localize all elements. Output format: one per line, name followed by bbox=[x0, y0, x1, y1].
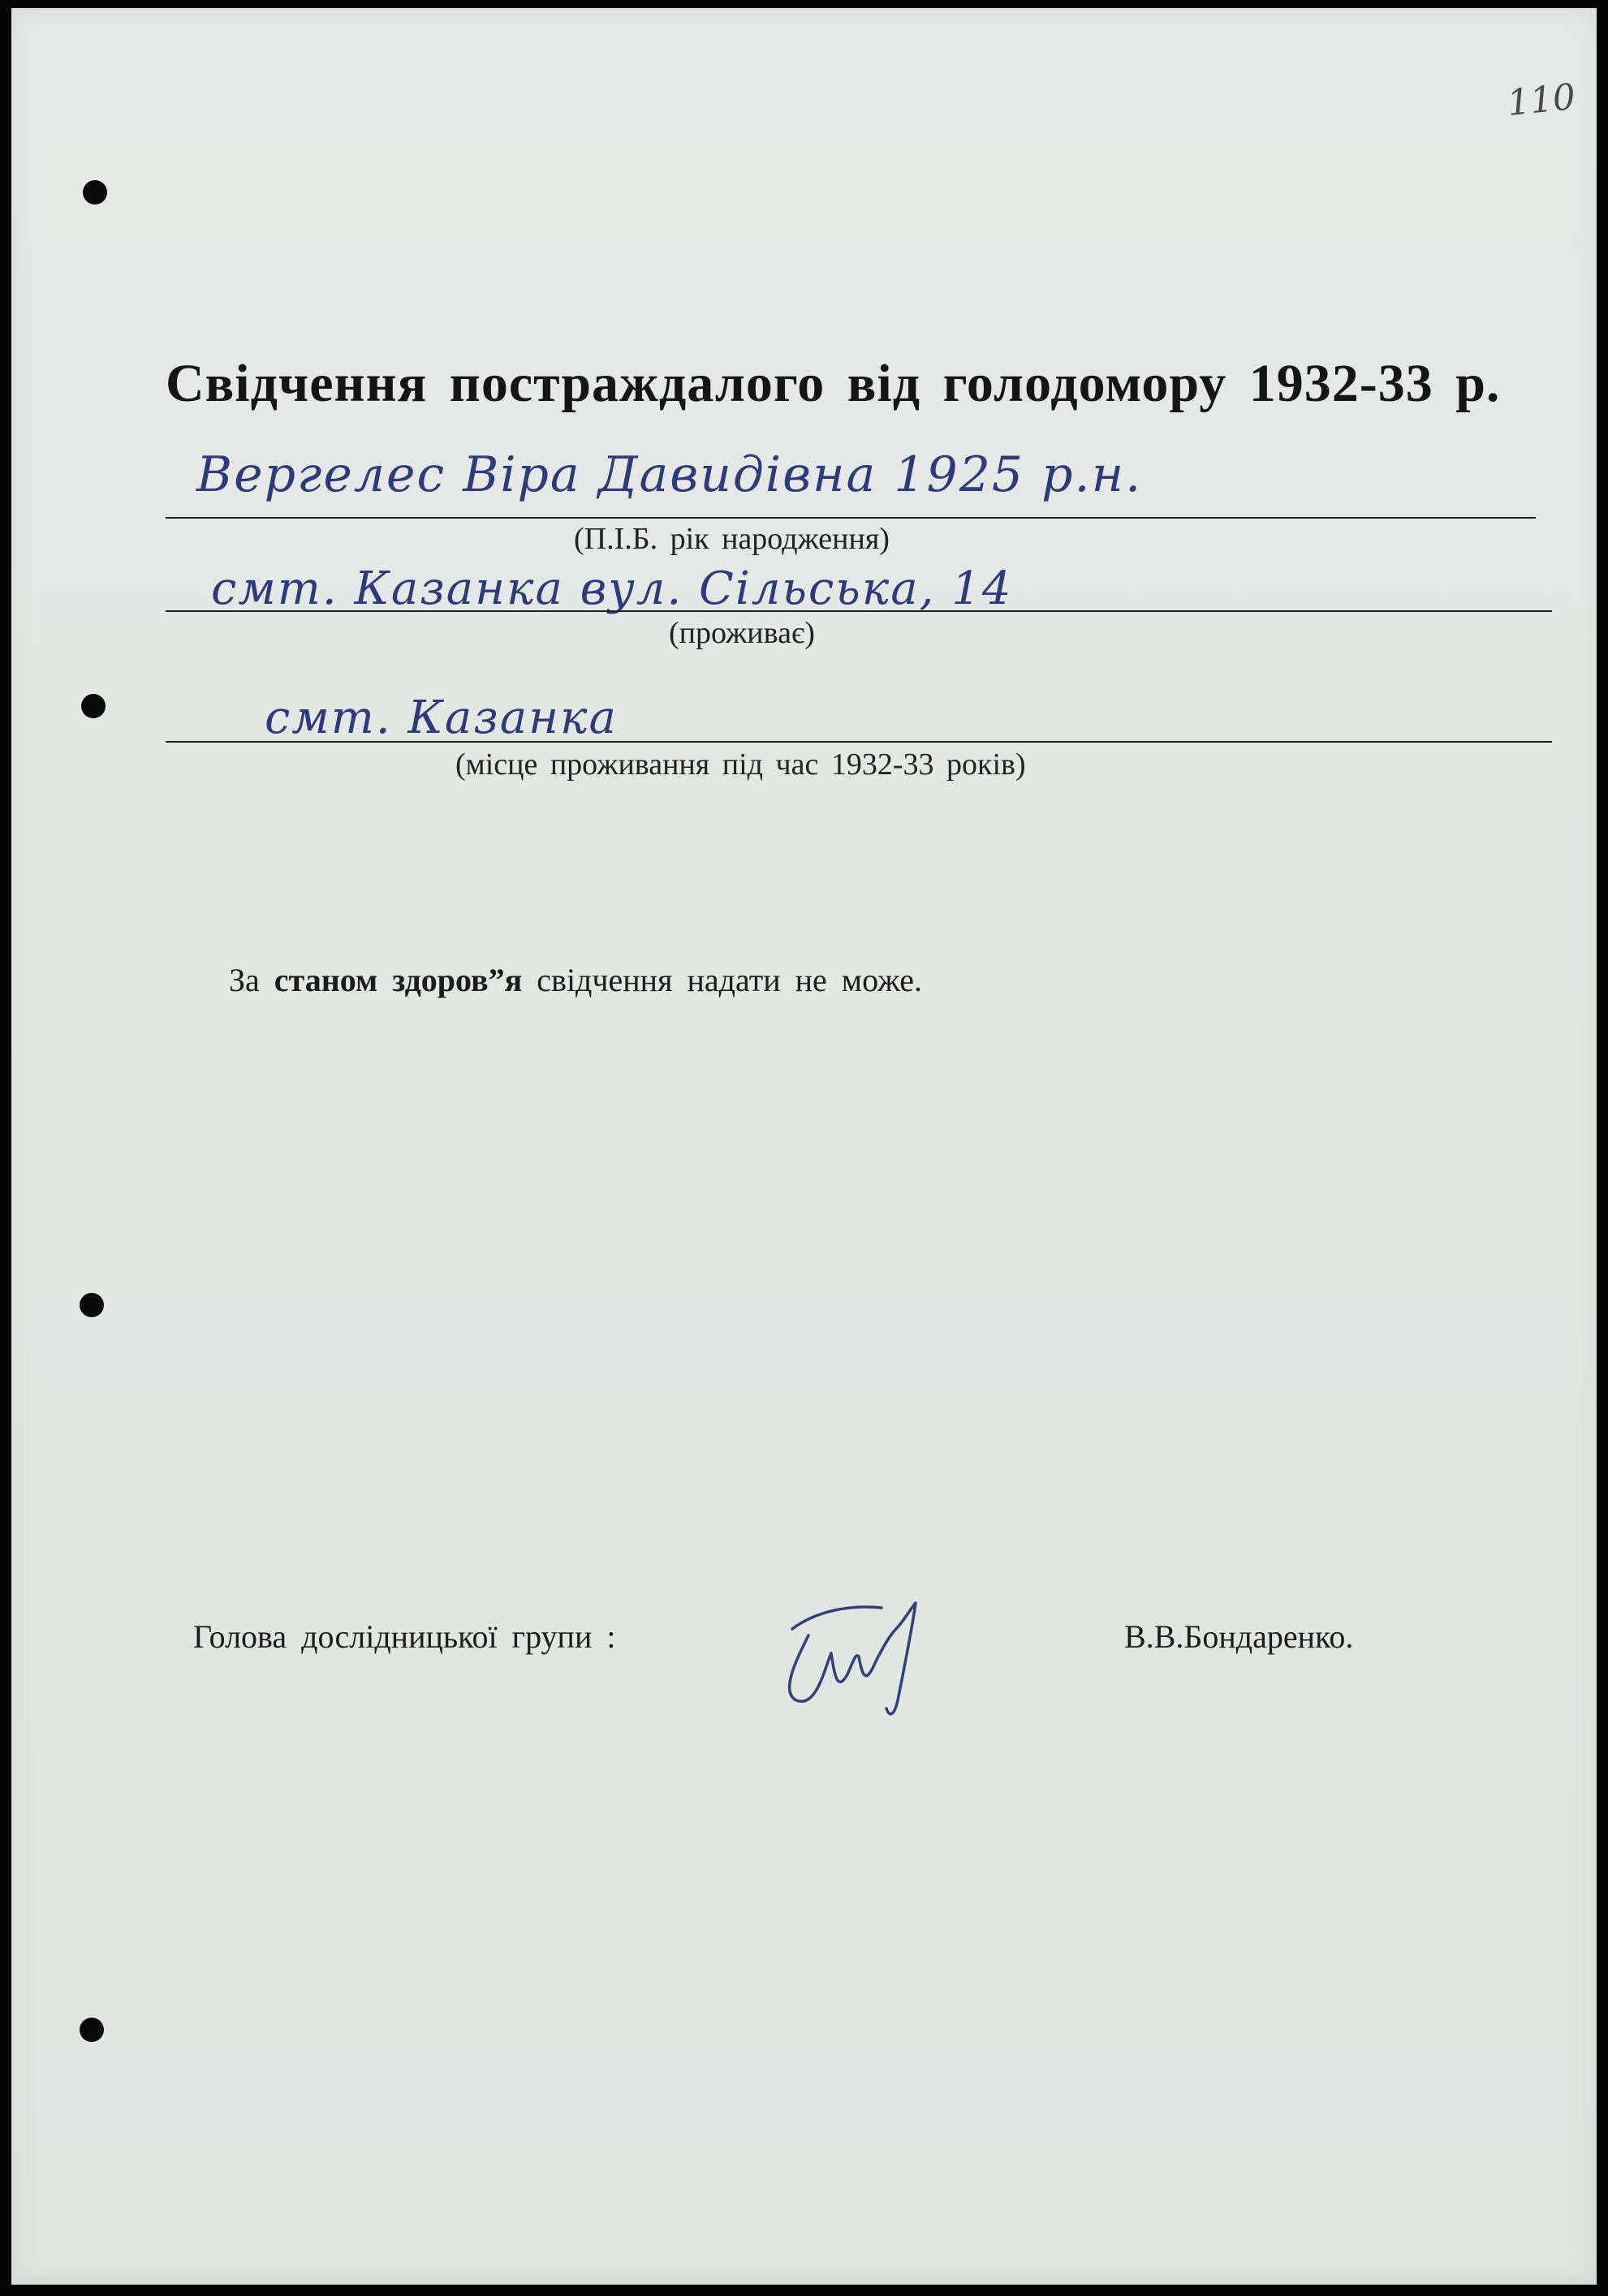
residence-value: смт. Казанка вул. Сільська, 14 bbox=[211, 562, 1013, 615]
signature-mark bbox=[760, 1579, 971, 1721]
name-underline bbox=[166, 517, 1536, 519]
famine-residence-caption: (місце проживання під час 1932-33 років) bbox=[455, 747, 1026, 782]
punch-hole bbox=[81, 694, 106, 718]
statement-text bbox=[229, 961, 922, 999]
signature-label: Голова дослідницької групи : bbox=[193, 1618, 616, 1655]
punch-hole bbox=[80, 2018, 104, 2042]
document-sheet bbox=[11, 8, 1597, 2285]
name-value: Вергелес Віра Давидівна 1925 р.н. bbox=[196, 446, 1143, 503]
punch-hole bbox=[80, 1293, 104, 1317]
name-caption: (П.І.Б. рік народження) bbox=[574, 522, 890, 556]
statement-emphasis: станом здоров”я bbox=[274, 962, 523, 998]
page-number: 110 bbox=[1505, 75, 1578, 125]
signatory-name: В.В.Бондаренко. bbox=[1124, 1618, 1354, 1655]
statement-suffix: свідчення надати не може. bbox=[537, 962, 922, 998]
statement-prefix: За bbox=[229, 962, 260, 998]
famine-residence-value: смт. Казанка bbox=[265, 691, 618, 744]
page-title: Свідчення постраждалого від голодомору 1932-33 р. bbox=[166, 354, 1501, 413]
residence-underline bbox=[166, 610, 1552, 612]
punch-hole bbox=[83, 180, 107, 205]
famine-residence-underline bbox=[166, 741, 1552, 743]
residence-caption: (проживає) bbox=[669, 616, 815, 650]
